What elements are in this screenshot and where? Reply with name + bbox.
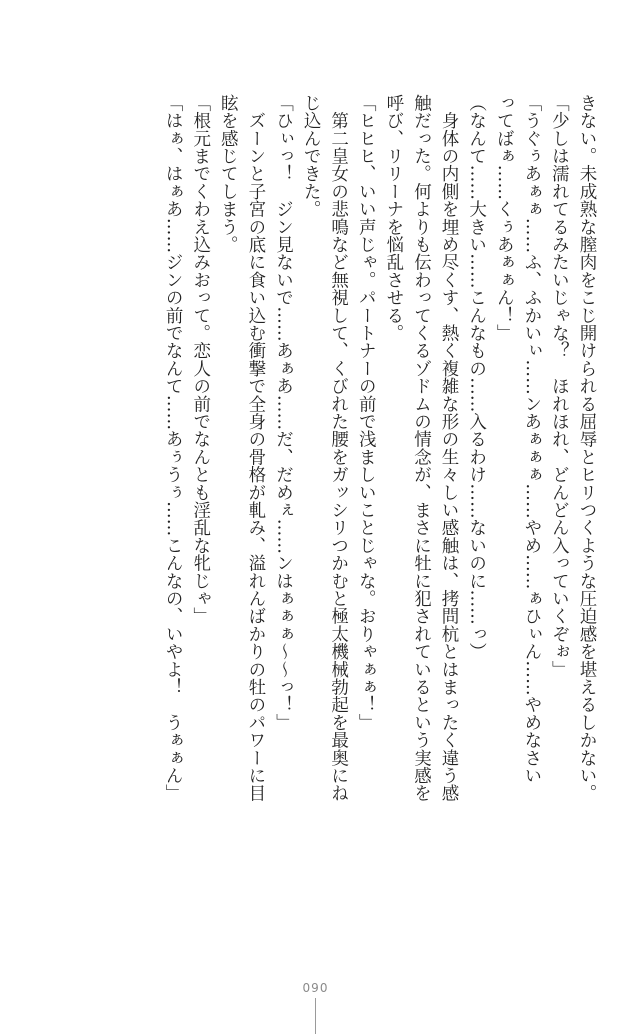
text-line: 第二皇女の悲鳴など無視して、くびれた腰をガッシリつかむと極太機械勃起を最奥にね: [328, 94, 349, 802]
text-line: きない。未成熟な膣肉をこじ開けられる屈辱とヒリつくような圧迫感を堪えるしかない。: [577, 94, 597, 802]
text-line: 呼び、リリーナを悩乱させる。: [383, 94, 404, 342]
text-line: ってばぁ……くぅあぁぁん！」: [494, 94, 515, 342]
page-number: 090: [302, 981, 329, 995]
text-line: 「はぁ、はぁあ……ジンの前でなんて……あぅうぅ……こんなの、いやよ！ うぁぁん」: [163, 94, 184, 802]
text-line: ズーンと子宮の底に食い込む衝撃で全身の骨格が軋み、溢れんばかりの牡のパワーに目: [245, 94, 266, 802]
page-number-rule: [315, 998, 316, 1034]
text-line: （なんて……大きい……こんなもの……入るわけ……ないのに……っ）: [466, 94, 487, 661]
text-line: 「ひぃっ！ ジン見ないで……あぁあ……だ、だめぇ……ンはぁぁぁ～～っ！」: [273, 94, 294, 732]
text-line: 「少しは濡れてるみたいじゃな？ ほれほれ、どんどん入っていくぞぉ」: [549, 94, 570, 679]
text-line: 触だった。何よりも伝わってくるゾドムの情念が、まさに牡に犯されているという実感を: [411, 94, 432, 802]
text-line: 「根元までくわえ込みおって。恋人の前でなんとも淫乱な牝じゃ」: [190, 94, 211, 625]
text-line: 眩を感じてしまう。: [218, 94, 239, 254]
text-line: 「うぐぅあぁぁ……ふ、ふかいぃ……ンあぁぁぁ……やめ……ぁひぃん……やめなさい: [521, 94, 542, 785]
text-line: 「ヒヒヒ、いい声じゃ。パートナーの前で浅ましいことじゃな。おりゃぁぁ！」: [356, 94, 377, 732]
text-line: じ込んできた。: [301, 94, 322, 218]
text-line: 身体の内側を埋め尽くす、熱く複雑な形の生々しい感触は、拷問杭とはまったく違う感: [439, 94, 460, 802]
vertical-text-body: [40, 94, 600, 954]
